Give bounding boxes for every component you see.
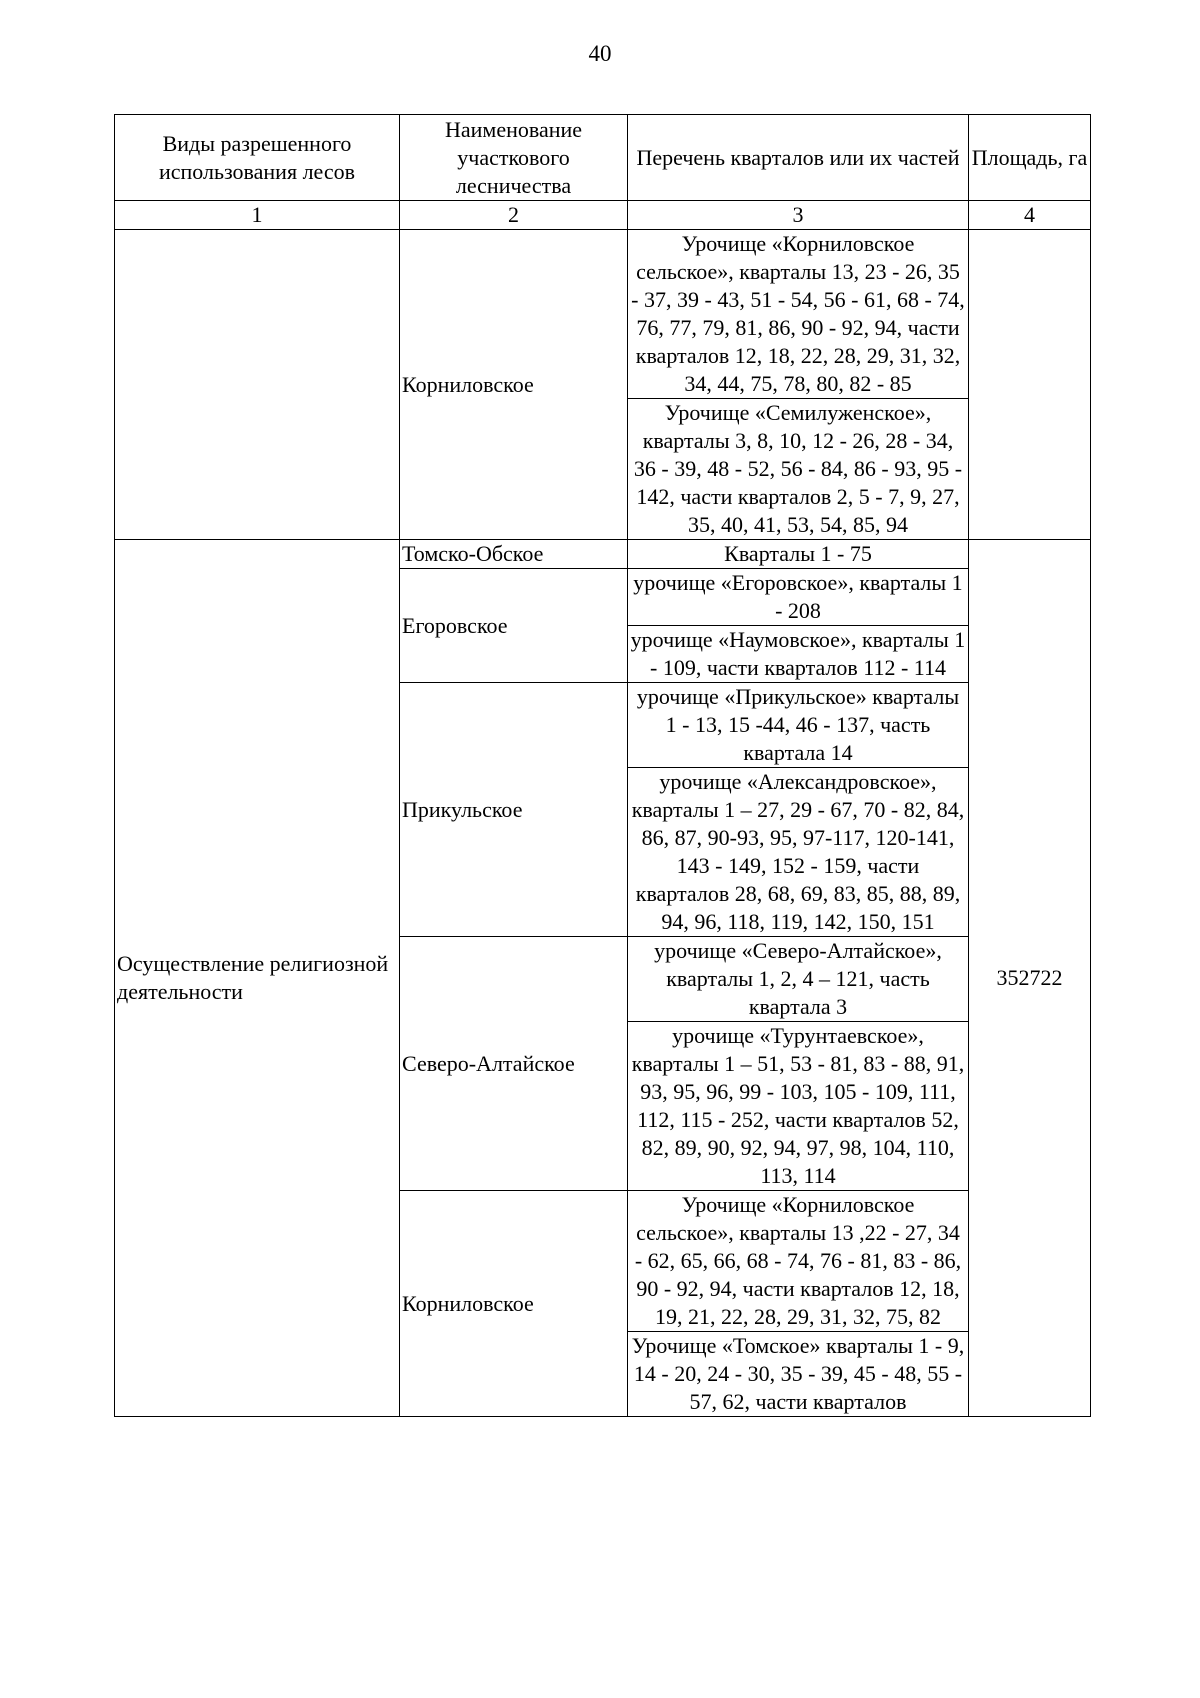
quarters-cell: урочище «Александровское», кварталы 1 – 27, 29 - 67, 70 - 82, 84, 86, 87, 90-93, 95, 97-117, 120-141, 143 - 149, 152 - 159, части кварталов 28, 68, 69, 83, 85, 88, 89, 94, 96, 118, 119, 142, 150, 151 [628,768,969,937]
column-number: 3 [628,201,969,230]
column-number: 2 [400,201,628,230]
quarters-cell: Урочище «Корниловское сельское», кварталы 13, 23 - 26, 35 - 37, 39 - 43, 51 - 54, 56 - 61, 68 - 74, 76, 77, 79, 81, 86, 90 - 92, 94, части кварталов 12, 18, 22, 28, 29, 31, 32, 34, 44, 75, 78, 80, 82 - 85 [628,230,969,399]
quarters-cell: Урочище «Томское» кварталы 1 - 9, 14 - 20, 24 - 30, 35 - 39, 45 - 48, 55 - 57, 62, части кварталов [628,1332,969,1417]
header-quarters: Перечень кварталов или их частей [628,115,969,201]
table-header-row [115,115,1091,201]
column-number-row [115,201,1091,230]
use-type-cell: Осуществление религиозной деятельности [115,540,400,1417]
forest-use-table [114,114,1091,1417]
quarters-cell: урочище «Егоровское», кварталы 1 - 208 [628,569,969,626]
header-use-type: Виды разрешенного использования лесов [115,115,400,201]
column-number: 4 [969,201,1091,230]
forestry-name: Корниловское [400,230,628,540]
area-cell-empty [969,230,1091,540]
area-cell: 352722 [969,540,1091,1417]
forestry-name: Егоровское [400,569,628,683]
page-number: 40 [588,41,612,66]
table-row [115,230,1091,399]
forestry-name: Северо-Алтайское [400,937,628,1191]
quarters-cell: урочище «Наумовское», кварталы 1 - 109, части кварталов 112 - 114 [628,626,969,683]
quarters-cell: Урочище «Семилуженское», кварталы 3, 8, 10, 12 - 26, 28 - 34, 36 - 39, 48 - 52, 56 - 84, 86 - 93, 95 - 142, части кварталов 2, 5 - 7, 9, 27, 35, 40, 41, 53, 54, 85, 94 [628,399,969,540]
column-number: 1 [115,201,400,230]
forestry-name: Томско-Обское [400,540,628,569]
table-row [115,540,1091,569]
quarters-cell: урочище «Северо-Алтайское», кварталы 1, 2, 4 – 121, часть квартала 3 [628,937,969,1022]
quarters-cell: урочище «Турунтаевское», кварталы 1 – 51, 53 - 81, 83 - 88, 91, 93, 95, 96, 99 - 103, 105 - 109, 111, 112, 115 - 252, части кварталов 52, 82, 89, 90, 92, 94, 97, 98, 104, 110, 113, 114 [628,1022,969,1191]
quarters-cell: Урочище «Корниловское сельское», кварталы 13 ,22 - 27, 34 - 62, 65, 66, 68 - 74, 76 - 81, 83 - 86, 90 - 92, 94, части кварталов 12, 18, 19, 21, 22, 28, 29, 31, 32, 75, 82 [628,1191,969,1332]
header-area: Площадь, га [969,115,1091,201]
forestry-name: Прикульское [400,683,628,937]
forestry-name: Корниловское [400,1191,628,1417]
header-forestry: Наименование участкового лесничества [400,115,628,201]
quarters-cell: урочище «Прикульское» кварталы 1 - 13, 15 -44, 46 - 137, часть квартала 14 [628,683,969,768]
quarters-cell: Кварталы 1 - 75 [628,540,969,569]
use-type-cell-empty [115,230,400,540]
